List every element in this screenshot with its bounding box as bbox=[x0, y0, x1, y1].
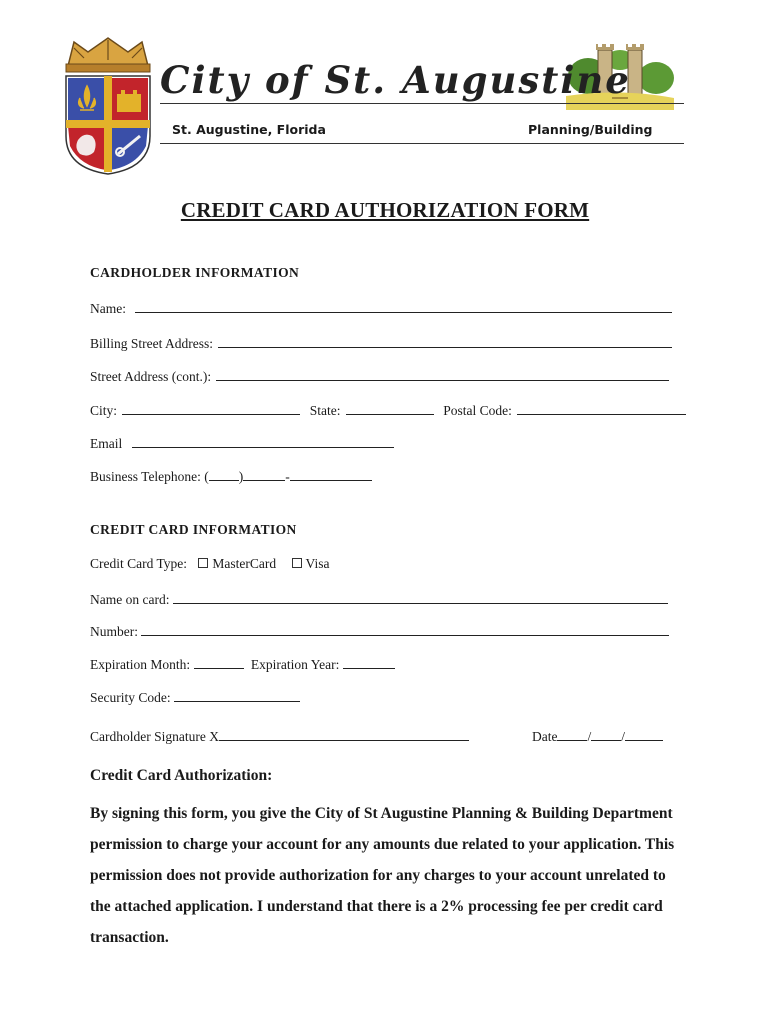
mastercard-label: MasterCard bbox=[212, 556, 277, 571]
header-rule-bottom bbox=[160, 143, 684, 144]
header-rule-top bbox=[160, 103, 684, 104]
date-month-field[interactable] bbox=[557, 728, 587, 741]
state-field[interactable] bbox=[346, 402, 434, 415]
date-separator-1: / bbox=[587, 729, 592, 744]
mastercard-checkbox[interactable] bbox=[198, 558, 208, 568]
postal-label: Postal Code: bbox=[443, 403, 512, 418]
email-field[interactable] bbox=[132, 435, 394, 448]
card-number-label: Number: bbox=[90, 624, 138, 639]
name-row bbox=[90, 300, 672, 317]
date-year-field[interactable] bbox=[625, 728, 663, 741]
name-label: Name: bbox=[90, 301, 126, 316]
credit-card-heading: CREDIT CARD INFORMATION bbox=[90, 522, 297, 537]
authorization-title: Credit Card Authorization: bbox=[90, 767, 273, 784]
billing-label: Billing Street Address: bbox=[90, 336, 213, 351]
authorization-text: By signing this form, you give the City of St Augustine Planning & Building Department permission to charge your account for any amounts due related to your application. This permission does not provide authorization for any charges to your account unrelated to the attached application. I understand that there is a 2% processing fee per credit card transaction. bbox=[90, 805, 675, 946]
name-on-card-field[interactable] bbox=[173, 591, 668, 604]
header-location: St. Augustine, Florida bbox=[172, 122, 326, 137]
name-on-card-label: Name on card: bbox=[90, 592, 170, 607]
signature-field[interactable] bbox=[219, 728, 469, 741]
card-number-row bbox=[90, 623, 669, 640]
date-label: Date bbox=[532, 729, 558, 744]
phone-row bbox=[90, 468, 372, 485]
visa-label: Visa bbox=[305, 556, 330, 571]
expiration-row bbox=[90, 656, 395, 673]
signature-row bbox=[90, 728, 469, 745]
date-day-field[interactable] bbox=[591, 728, 621, 741]
city-crest-logo bbox=[60, 36, 156, 176]
billing-address-field[interactable] bbox=[218, 335, 672, 348]
exp-year-label: Expiration Year: bbox=[250, 657, 340, 672]
header-department: Planning/Building bbox=[528, 122, 653, 137]
street-cont-row bbox=[90, 368, 669, 385]
street-cont-field[interactable] bbox=[216, 368, 669, 381]
phone-close-paren: ) bbox=[238, 469, 244, 484]
card-type-row bbox=[90, 556, 329, 572]
security-code-field[interactable] bbox=[174, 689, 300, 702]
street-cont-label: Street Address (cont.): bbox=[90, 369, 212, 384]
date-separator-2: / bbox=[621, 729, 626, 744]
form-title: CREDIT CARD AUTHORIZATION FORM bbox=[180, 198, 590, 222]
phone-dash: - bbox=[285, 469, 290, 484]
phone-prefix-field[interactable] bbox=[243, 468, 285, 481]
phone-label: Business Telephone: ( bbox=[90, 469, 209, 484]
visa-checkbox[interactable] bbox=[292, 558, 302, 568]
postal-code-field[interactable] bbox=[517, 402, 686, 415]
date-row bbox=[532, 728, 663, 745]
name-on-card-row bbox=[90, 591, 668, 608]
exp-month-field[interactable] bbox=[194, 656, 244, 669]
billing-row bbox=[90, 335, 672, 352]
signature-label: Cardholder Signature X bbox=[90, 729, 219, 744]
exp-month-label: Expiration Month: bbox=[90, 657, 191, 672]
card-type-label: Credit Card Type: bbox=[90, 556, 188, 571]
phone-area-field[interactable] bbox=[209, 468, 239, 481]
exp-year-field[interactable] bbox=[343, 656, 395, 669]
city-title: City of St. Augustine bbox=[160, 58, 631, 102]
phone-line-field[interactable] bbox=[290, 468, 372, 481]
city-row bbox=[90, 402, 686, 419]
cardholder-heading: CARDHOLDER INFORMATION bbox=[90, 265, 300, 280]
security-code-label: Security Code: bbox=[90, 690, 171, 705]
email-label: Email bbox=[90, 436, 123, 451]
security-code-row bbox=[90, 689, 300, 706]
email-row bbox=[90, 435, 394, 452]
state-label: State: bbox=[309, 403, 341, 418]
card-number-field[interactable] bbox=[141, 623, 669, 636]
name-field[interactable] bbox=[135, 300, 672, 313]
city-field[interactable] bbox=[122, 402, 300, 415]
city-label: City: bbox=[90, 403, 118, 418]
